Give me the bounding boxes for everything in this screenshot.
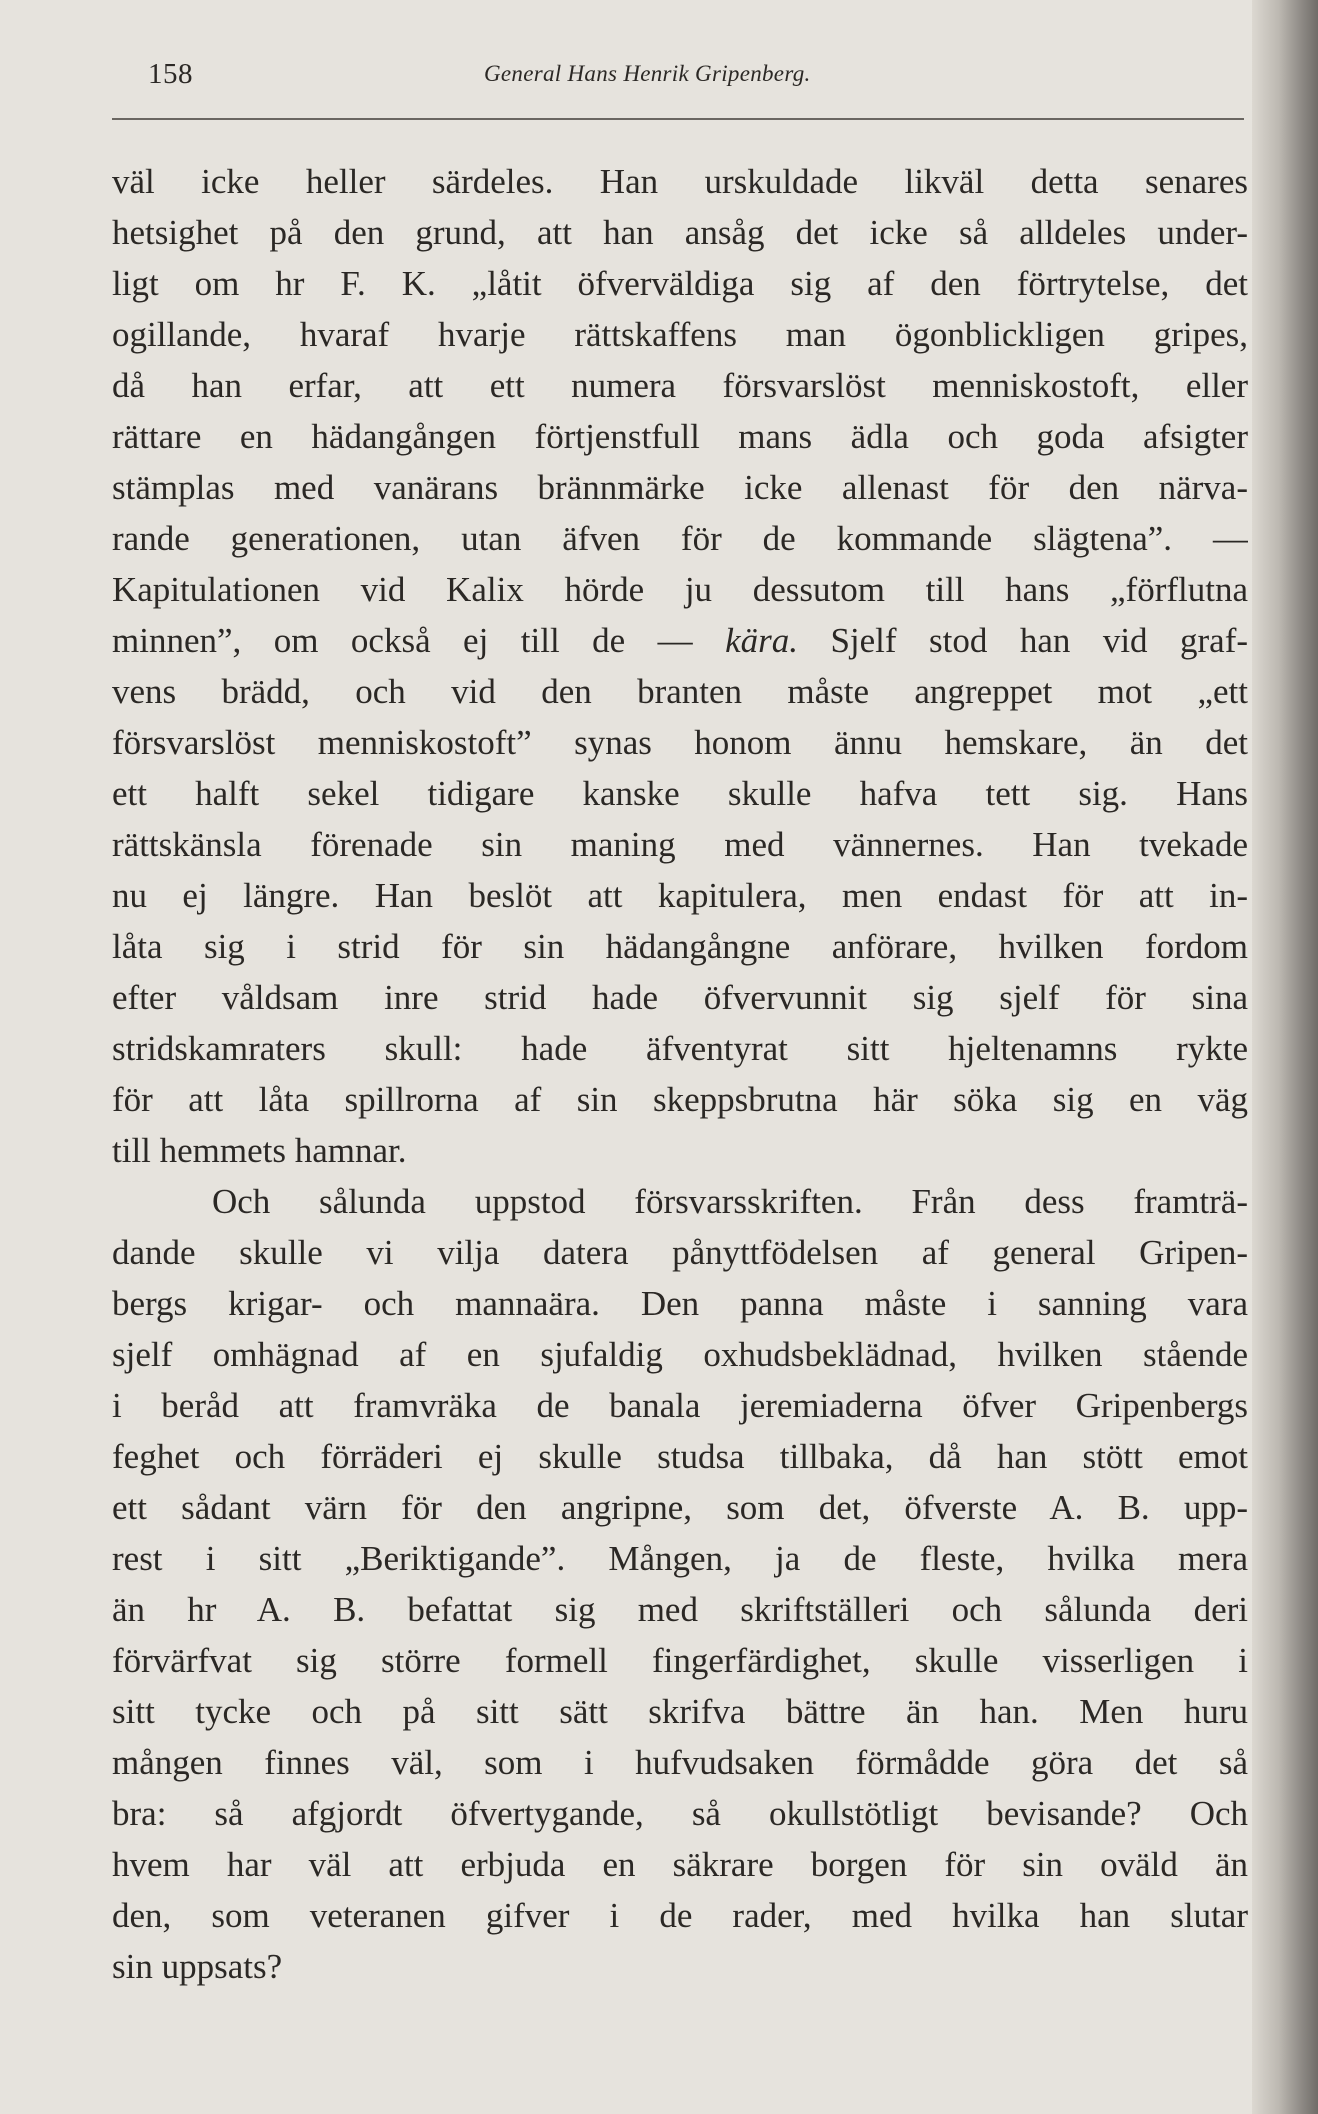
text-line: för att låta spillrorna af sin skeppsbrutna här söka sig en väg — [112, 1080, 1248, 1119]
text-line: vens brädd, och vid den branten måste angreppet mot „ett — [112, 672, 1248, 711]
header-rule — [112, 118, 1244, 120]
text-line: sin uppsats? — [112, 1947, 283, 1986]
running-title: General Hans Henrik Gripenberg. — [484, 61, 811, 86]
text-line: hetsighet på den grund, att han ansåg det icke så alldeles under- — [112, 213, 1248, 252]
text-line: efter våldsam inre strid hade öfvervunnit sig sjelf för sina — [112, 978, 1248, 1017]
text-line: bra: så afgjordt öfvertygande, så okullstötligt bevisande? Och — [112, 1794, 1248, 1833]
text-line: rättskänsla förenade sin maning med vännernes. Han tvekade — [112, 825, 1248, 864]
text-line: till hemmets hamnar. — [112, 1131, 407, 1170]
text-line: Och sålunda uppstod försvarsskriften. Från dess framträ- — [212, 1182, 1248, 1221]
text-segment: Sjelf stod han vid graf- — [798, 621, 1248, 660]
text-line: rande generationen, utan äfven för de kommande slägtena”. — — [112, 519, 1248, 558]
running-head — [148, 58, 1248, 98]
text-line: försvarslöst menniskostoft” synas honom ännu hemskare, än det — [112, 723, 1248, 762]
text-line: stridskamraters skull: hade äfventyrat sitt hjeltenamns rykte — [112, 1029, 1248, 1068]
emphasized-word: kära. — [725, 621, 798, 660]
page-number: 158 — [148, 58, 193, 90]
text-line: ogillande, hvaraf hvarje rättskaffens man ögonblickligen gripes, — [112, 315, 1248, 354]
text-line: ett halft sekel tidigare kanske skulle hafva tett sig. Hans — [112, 774, 1248, 813]
text-line: än hr A. B. befattat sig med skriftställeri och sålunda deri — [112, 1590, 1248, 1629]
text-line: rest i sitt „Beriktigande”. Mången, ja de fleste, hvilka mera — [112, 1539, 1248, 1578]
text-line: den, som veteranen gifver i de rader, med hvilka han slutar — [112, 1896, 1248, 1935]
text-line: då han erfar, att ett numera försvarslöst menniskostoft, eller — [112, 366, 1248, 405]
body-text — [112, 156, 1248, 1992]
text-line: sjelf omhägnad af en sjufaldig oxhudsbeklädnad, hvilken stående — [112, 1335, 1248, 1374]
text-line: sitt tycke och på sitt sätt skrifva bättre än han. Men huru — [112, 1692, 1248, 1731]
text-line: rättare en hädangången förtjenstfull mans ädla och goda afsigter — [112, 417, 1248, 456]
text-line: feghet och förräderi ej skulle studsa tillbaka, då han stött emot — [112, 1437, 1248, 1476]
text-line: nu ej längre. Han beslöt att kapitulera, men endast för att in- — [112, 876, 1248, 915]
text-line: stämplas med vanärans brännmärke icke allenast för den närva- — [112, 468, 1248, 507]
text-line: hvem har väl att erbjuda en säkrare borgen för sin oväld än — [112, 1845, 1248, 1884]
text-line: låta sig i strid för sin hädangångne anförare, hvilken fordom — [112, 927, 1248, 966]
text-line: Kapitulationen vid Kalix hörde ju dessutom till hans „förflutna — [112, 570, 1248, 609]
text-line: ett sådant värn för den angripne, som det, öfverste A. B. upp- — [112, 1488, 1248, 1527]
text-line: bergs krigar- och mannaära. Den panna måste i sanning vara — [112, 1284, 1248, 1323]
text-line: förvärfvat sig större formell fingerfärdighet, skulle visserligen i — [112, 1641, 1248, 1680]
text-line: dande skulle vi vilja datera pånyttfödelsen af general Gripen- — [112, 1233, 1248, 1272]
page-edge-shadow — [1252, 0, 1318, 2114]
text-line: mången finnes väl, som i hufvudsaken förmådde göra det så — [112, 1743, 1248, 1782]
text-line: i beråd att framvräka de banala jeremiaderna öfver Gripenbergs — [112, 1386, 1248, 1425]
text-line — [112, 615, 1248, 666]
text-line: ligt om hr F. K. „låtit öfverväldiga sig af den förtrytelse, det — [112, 264, 1248, 303]
text-line: väl icke heller särdeles. Han urskuldade likväl detta senares — [112, 162, 1248, 201]
text-segment: minnen”, om också ej till de — — [112, 621, 726, 660]
